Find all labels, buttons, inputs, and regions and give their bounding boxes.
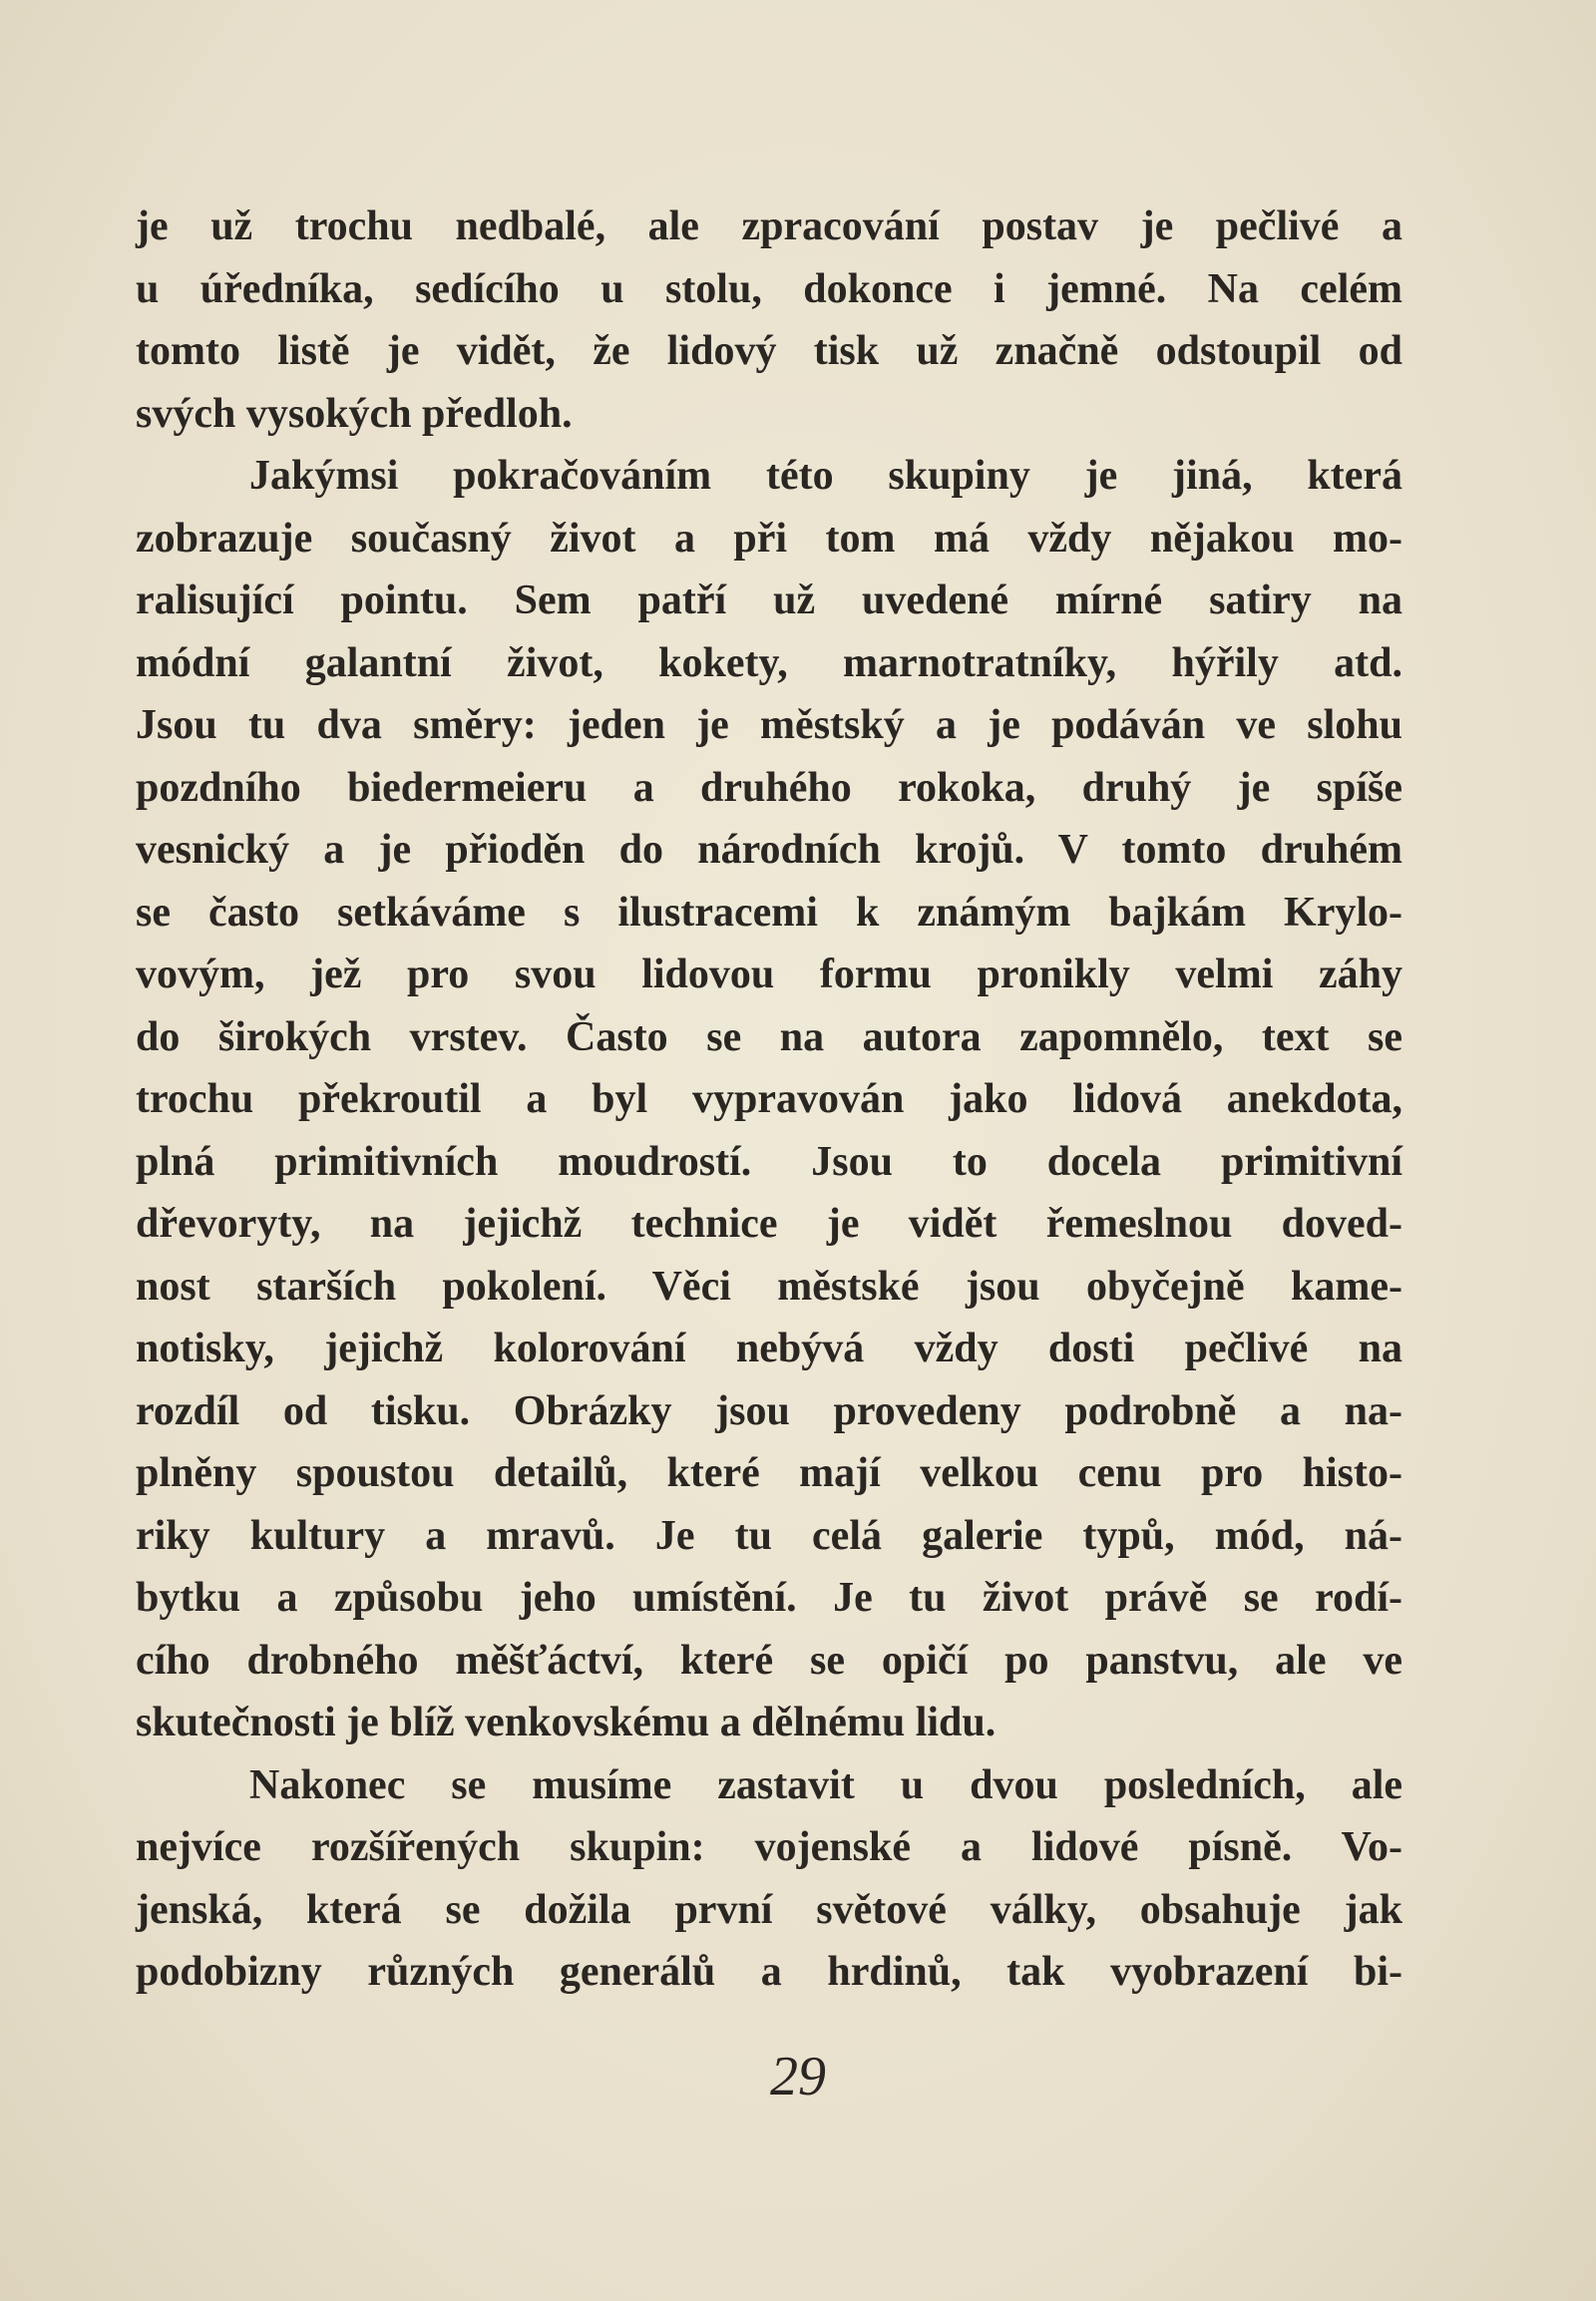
text-line: je už trochu nedbalé, ale zpracování postav je pečlivé a [136,203,1402,249]
text-line: vesnický a je přioděn do národních krojů. V tomto druhém [136,827,1402,873]
text-line: ralisující pointu. Sem patří už uvedené mírné satiry na [136,577,1402,623]
body-text [136,195,1402,2004]
text-line: podobizny různých generálů a hrdinů, tak vyobrazení bi- [136,1949,1402,1995]
text-line: jenská, která se dožila první světové války, obsahuje jak [136,1886,1402,1933]
text-line: se často setkáváme s ilustracemi k známým bajkám Krylo- [136,889,1402,936]
text-line: trochu překroutil a byl vypravován jako lidová anekdota, [136,1076,1402,1122]
text-line: pozdního biedermeieru a druhého rokoka, druhý je spíše [136,764,1402,811]
page-number: 29 [770,2046,826,2108]
text-line: notisky, jejichž kolorování nebývá vždy dosti pečlivé na [136,1326,1402,1371]
text-line: Jakýmsi pokračováním této skupiny je jiná, která [249,453,1402,499]
text-line: rozdíl od tisku. Obrázky jsou provedeny podrobně a na- [136,1387,1402,1434]
text-line: vovým, jež pro svou lidovou formu pronikly velmi záhy [136,952,1402,997]
text-line: módní galantní život, kokety, marnotratníky, hýřily atd. [136,639,1402,686]
text-line: riky kultury a mravů. Je tu celá galerie typů, mód, ná- [136,1512,1402,1559]
text-line: bytku a způsobu jeho umístění. Je tu život právě se rodí- [136,1575,1402,1621]
text-line: Nakonec se musíme zastavit u dvou posledních, ale [249,1761,1402,1808]
text-line: zobrazuje současný život a při tom má vždy nějakou mo- [136,515,1402,562]
text-line: plněny spoustou detailů, které mají velkou cenu pro histo- [136,1450,1402,1496]
text-line: Jsou tu dva směry: jeden je městský a je podáván ve slohu [136,702,1402,748]
text-line: svých vysokých předloh. [136,390,573,437]
text-line: tomto listě je vidět, že lidový tisk už značně odstoupil od [136,328,1402,374]
text-line: dřevoryty, na jejichž technice je vidět řemeslnou doved- [136,1201,1402,1247]
text-line: skutečnosti je blíž venkovskému a dělnému lidu. [136,1700,997,1745]
text-line: cího drobného měšťáctví, které se opičí po panstvu, ale ve [136,1637,1402,1684]
text-line: plná primitivních moudrostí. Jsou to docela primitivní [136,1138,1402,1185]
text-line: nejvíce rozšířených skupin: vojenské a lidové písně. Vo- [136,1824,1402,1870]
text-line: nost starších pokolení. Věci městské jsou obyčejně kame- [136,1263,1402,1310]
text-line: u úředníka, sedícího u stolu, dokonce i jemné. Na celém [136,265,1402,312]
text-line: do širokých vrstev. Často se na autora zapomnělo, text se [136,1013,1402,1060]
